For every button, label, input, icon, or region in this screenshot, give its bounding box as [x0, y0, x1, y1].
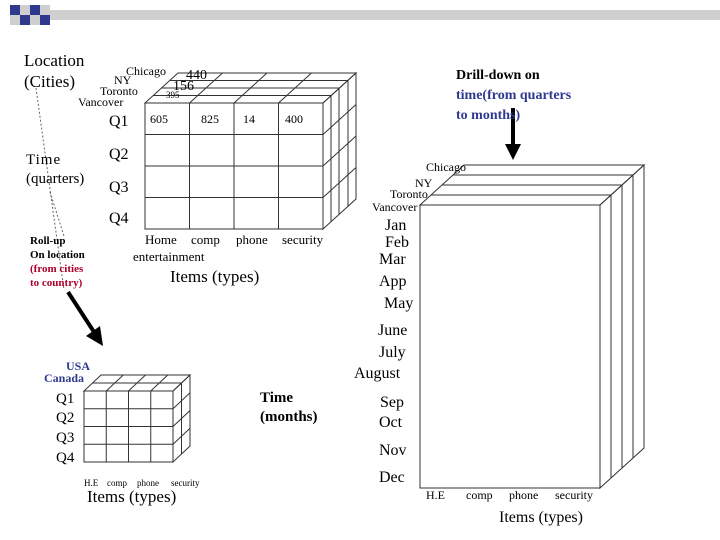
drilldown-caption	[456, 66, 571, 126]
top-back-value-395: 395	[166, 90, 180, 100]
top-item-phone: phone	[236, 232, 268, 247]
small-quarter-q3: Q3	[56, 430, 75, 446]
big-month-june: June	[378, 322, 408, 339]
top-value-400: 400	[285, 112, 303, 126]
big-city-toronto: Toronto	[390, 187, 428, 201]
drilldown-title-line2: time(from quarters	[456, 88, 572, 103]
rollup-note-line1: (from cities	[30, 263, 84, 275]
big-city-vancover: Vancover	[372, 200, 418, 214]
top-item-home: Home	[145, 232, 177, 247]
time-guide-line	[50, 192, 64, 236]
top-value-605: 605	[150, 112, 168, 126]
small-quarter-q4: Q4	[56, 450, 75, 466]
rollup-title-line1: Roll-up	[30, 235, 66, 247]
big-month-oct: Oct	[379, 414, 403, 431]
big-item-security: security	[555, 488, 593, 502]
big-item-phone: phone	[509, 488, 539, 502]
time-axis-title-line2: (quarters)	[26, 171, 85, 187]
top-quarter-q3: Q3	[109, 179, 129, 196]
big-cube	[420, 165, 644, 488]
rollup-arrow	[68, 292, 94, 332]
location-axis-title-line1: Location	[24, 51, 85, 70]
small-quarter-q1: Q1	[56, 391, 75, 407]
drilldown-title-line1: Drill-down on	[456, 68, 540, 83]
big-items-title: Items (types)	[499, 509, 583, 526]
big-item-comp: comp	[466, 488, 493, 502]
small-item-he: H.E	[84, 478, 99, 488]
location-axis-title	[24, 50, 84, 92]
big-month-may: May	[384, 295, 414, 312]
time-axis-title-line1: Time	[26, 152, 62, 168]
rollup-note-line2: to country)	[30, 277, 83, 289]
top-city-vancover: Vancover	[78, 95, 124, 109]
rollup-arrow-head	[86, 326, 103, 346]
top-back-value-440: 440	[186, 68, 207, 83]
top-back-value-156: 156	[173, 79, 194, 94]
big-month-august: August	[354, 365, 401, 382]
top-quarter-q4: Q4	[109, 210, 129, 227]
small-quarter-q2: Q2	[56, 410, 75, 426]
drilldown-arrow-head	[505, 144, 521, 160]
top-item-comp: comp	[191, 232, 220, 247]
location-axis-title-line2: (Cities)	[24, 72, 75, 91]
small-cube	[84, 375, 190, 462]
small-item-comp: comp	[107, 478, 127, 488]
top-item-security: security	[282, 232, 324, 247]
top-city-chicago: Chicago	[126, 64, 166, 78]
big-city-ny: NY	[415, 176, 433, 190]
top-city-ny: NY	[114, 73, 132, 87]
time-axis-title	[26, 151, 84, 189]
big-month-nov: Nov	[379, 442, 407, 459]
big-time-title-line1: Time	[260, 390, 294, 406]
top-items-title: Items (types)	[170, 267, 260, 286]
drilldown-title-line3: to months)	[456, 108, 521, 123]
big-month-feb: Feb	[385, 234, 409, 251]
big-time-title-line2: (months)	[260, 409, 318, 425]
small-item-security: security	[171, 478, 200, 488]
top-quarter-q1: Q1	[109, 113, 129, 130]
small-country-canada: Canada	[44, 371, 85, 385]
big-city-chicago: Chicago	[426, 160, 466, 174]
big-month-app: App	[379, 273, 407, 290]
rollup-title-line2: On location	[30, 249, 85, 261]
small-items-title: Items (types)	[87, 487, 177, 506]
big-item-he: H.E	[426, 488, 445, 502]
small-item-phone: phone	[137, 478, 159, 488]
top-city-toronto: Toronto	[100, 84, 138, 98]
big-month-july: July	[379, 344, 406, 361]
big-time-axis-title	[260, 389, 318, 427]
rollup-caption	[30, 234, 85, 290]
top-value-14: 14	[243, 112, 255, 126]
top-value-825: 825	[201, 112, 219, 126]
big-month-jan: Jan	[385, 217, 407, 234]
big-month-mar: Mar	[379, 251, 406, 268]
big-month-dec: Dec	[379, 469, 405, 486]
big-month-sep: Sep	[380, 394, 404, 411]
top-item-entertainment: entertainment	[133, 249, 205, 264]
small-country-usa: USA	[66, 359, 91, 373]
top-quarter-q2: Q2	[109, 146, 129, 163]
